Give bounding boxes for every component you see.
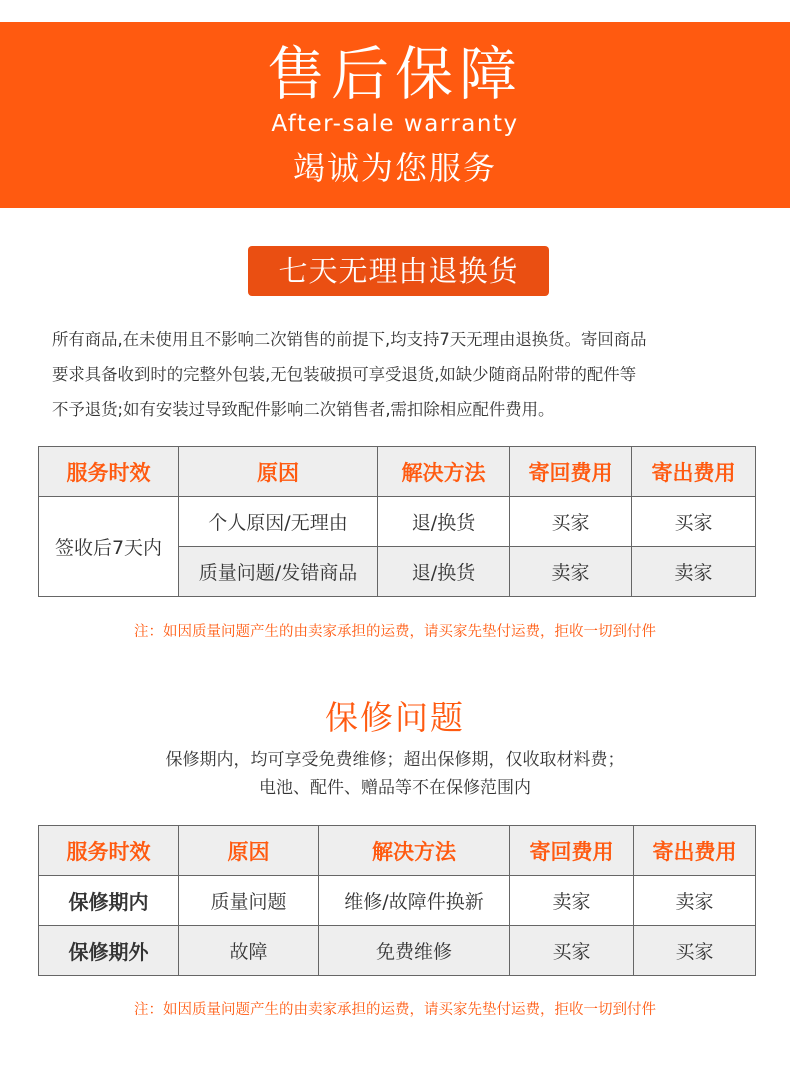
return-fee-cell: 卖家 bbox=[510, 876, 634, 926]
return-section-title: 七天无理由退换货 bbox=[248, 246, 549, 296]
table-header-row bbox=[39, 447, 756, 497]
header-cell-solution: 解决方法 bbox=[319, 826, 510, 876]
banner-slogan: 竭诚为您服务 bbox=[292, 149, 497, 187]
header-cell-return-fee: 寄回费用 bbox=[510, 826, 634, 876]
return-note: 注：如因质量问题产生的由卖家承担的运费，请买家先垫付运费，拒收一切到付件 bbox=[134, 624, 656, 640]
solution-cell: 退/换货 bbox=[378, 547, 510, 597]
send-fee-cell: 买家 bbox=[634, 926, 756, 976]
return-policy-text bbox=[52, 322, 752, 427]
warranty-section-title: 保修问题 bbox=[325, 698, 465, 737]
warranty-text-line: 保修期内，均可享受免费维修；超出保修期，仅收取材料费； bbox=[165, 750, 625, 770]
reason-cell: 故障 bbox=[179, 926, 319, 976]
return-policy-line: 要求具备收到时的完整外包装,无包装破损可享受退货,如缺少随商品附带的配件等 bbox=[52, 365, 637, 384]
send-fee-cell: 卖家 bbox=[634, 876, 756, 926]
solution-cell: 退/换货 bbox=[378, 497, 510, 547]
return-fee-cell: 买家 bbox=[510, 497, 632, 547]
return-policy-line: 所有商品,在未使用且不影响二次销售的前提下,均支持7天无理由退换货。寄回商品 bbox=[52, 330, 647, 349]
header-cell-reason: 原因 bbox=[179, 447, 378, 497]
header-cell-send-fee: 寄出费用 bbox=[634, 826, 756, 876]
table-row bbox=[39, 926, 756, 976]
header-cell-reason: 原因 bbox=[179, 826, 319, 876]
warranty-text-line: 电池、配件、赠品等不在保修范围内 bbox=[259, 778, 531, 798]
return-fee-cell: 买家 bbox=[510, 926, 634, 976]
header-banner bbox=[0, 22, 790, 208]
table-row bbox=[39, 876, 756, 926]
table-header-row bbox=[39, 826, 756, 876]
return-policy-line: 不予退货;如有安装过导致配件影响二次销售者,需扣除相应配件费用。 bbox=[52, 400, 555, 419]
solution-cell: 免费维修 bbox=[319, 926, 510, 976]
send-fee-cell: 卖家 bbox=[632, 547, 756, 597]
banner-subtitle: After-sale warranty bbox=[271, 111, 519, 137]
reason-cell: 质量问题 bbox=[179, 876, 319, 926]
return-policy-table bbox=[38, 446, 756, 597]
table-row bbox=[39, 497, 756, 547]
header-cell-return-fee: 寄回费用 bbox=[510, 447, 632, 497]
return-fee-cell: 卖家 bbox=[510, 547, 632, 597]
header-cell-send-fee: 寄出费用 bbox=[632, 447, 756, 497]
banner-title: 售后保障 bbox=[266, 40, 523, 108]
period-cell: 保修期内 bbox=[39, 876, 179, 926]
header-cell-period: 服务时效 bbox=[39, 826, 179, 876]
reason-cell: 个人原因/无理由 bbox=[179, 497, 378, 547]
header-cell-solution: 解决方法 bbox=[378, 447, 510, 497]
period-cell: 保修期外 bbox=[39, 926, 179, 976]
warranty-table bbox=[38, 825, 756, 976]
header-cell-period: 服务时效 bbox=[39, 447, 179, 497]
send-fee-cell: 买家 bbox=[632, 497, 756, 547]
period-cell: 签收后7天内 bbox=[39, 497, 179, 597]
solution-cell: 维修/故障件换新 bbox=[319, 876, 510, 926]
reason-cell: 质量问题/发错商品 bbox=[179, 547, 378, 597]
warranty-note: 注：如因质量问题产生的由卖家承担的运费，请买家先垫付运费，拒收一切到付件 bbox=[134, 1002, 656, 1018]
